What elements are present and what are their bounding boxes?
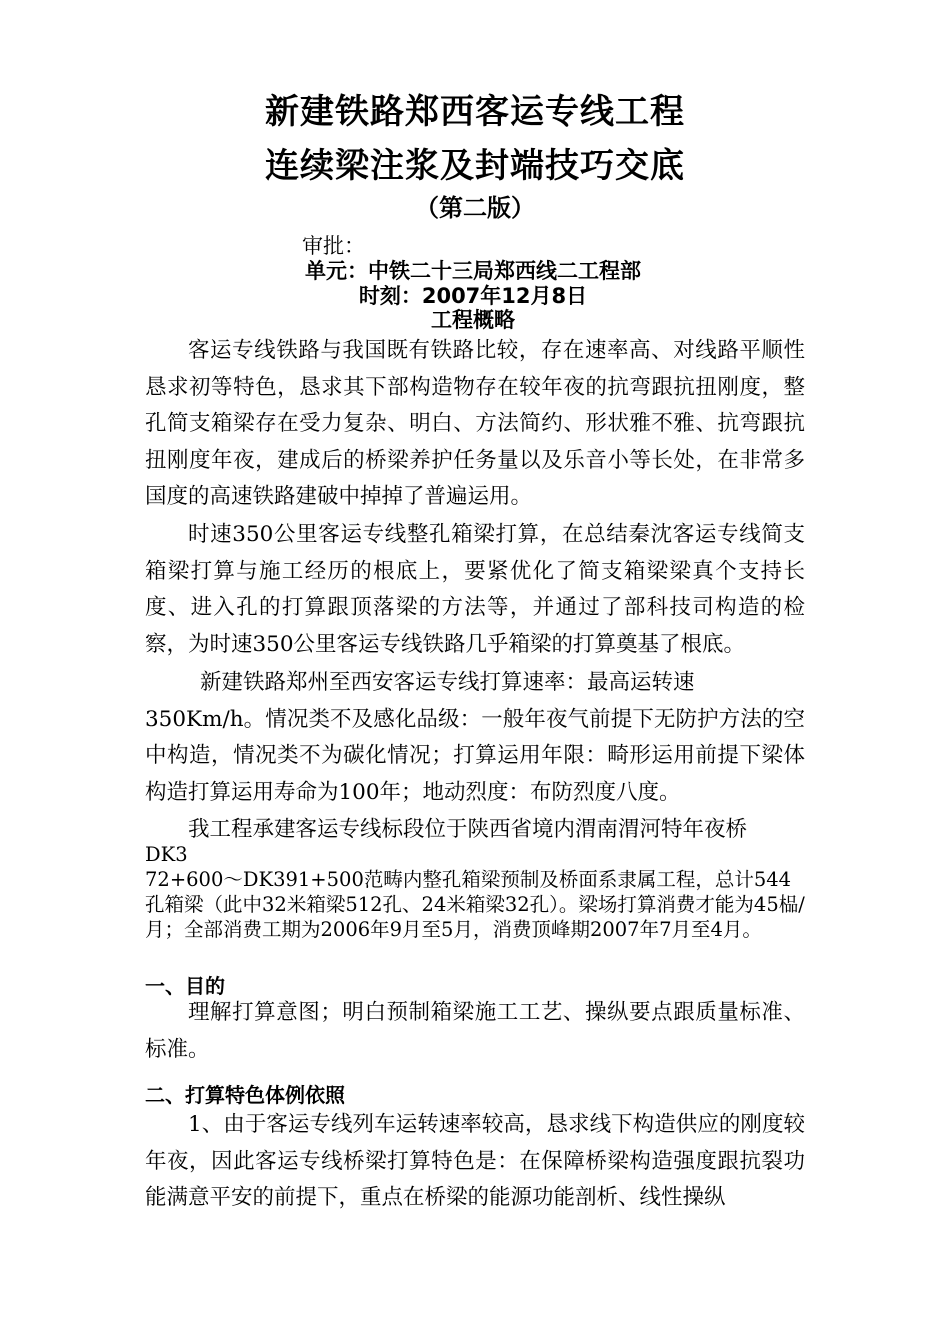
overview-heading: 工程概略: [431, 308, 515, 332]
document-title-line2: 连续梁注浆及封端技巧交底: [265, 146, 685, 186]
paragraph-1: 客运专线铁路与我国既有铁路比较，存在速率高、对线路平顺性恳求初等特色，恳求其下部构造物存在较年夜的抗弯跟抗扭刚度，整孔简支箱梁存在受力复杂、明白、方法简约、形状雅不雅、抗弯跟抗扭刚度年夜，建成后的桥梁养护任务量以及乐音小等长处，在非常多国度的高速铁路建破中掉掉了普遍运用。: [145, 338, 805, 510]
paragraph-3-first-line: 新建铁路郑州至西安客运专线打算速率：最高运转速: [200, 670, 695, 695]
document-title-line1: 新建铁路郑西客运专线工程: [265, 92, 685, 132]
paragraph-3-rest: 350Km/h。情况类不及感化品级：一般年夜气前提下无防护方法的空中构造，情况类不为碳化情况；打算运用年限：畸形运用前提下梁体构造打算运用寿命为100年；地动烈度：布防烈度八度。: [145, 706, 805, 805]
paragraph-2: 时速350公里客运专线整孔箱梁打算，在总结秦沈客运专线简支箱梁打算与施工经历的根底上，要紧优化了简支箱梁梁真个支持长度、进入孔的打算跟顶落梁的方法等，并通过了部科技司构造的检察，为时速350公里客运专线铁路几乎箱梁的打算奠基了根底。: [145, 522, 805, 657]
paragraph-3: [145, 665, 805, 811]
paragraph-6: 1、由于客运专线列车运转速率较高，恳求线下构造供应的刚度较年夜，因此客运专线桥梁打算特色是：在保障桥梁构造强度跟抗裂功能满意平安的前提下，重点在桥梁的能源功能剖析、线性操纵: [145, 1112, 805, 1211]
edition-label: （第二版）: [415, 194, 535, 222]
paragraph-4-continuation: DK3 72+600～DK391+500范畴内整孔箱梁预制及桥面系隶属工程，总计544孔箱梁（此中32米箱梁512孔、24米箱梁32孔）。梁场打算消费才能为45榀/月；全部消费工期为2006年9月至5月，消费顶峰期2007年7月至4月。: [145, 843, 805, 941]
approval-label: 审批：: [302, 234, 365, 258]
paragraph-4: 我工程承建客运专线标段位于陕西省境内渭南渭河特年夜桥: [188, 817, 748, 842]
section-heading-1: 一、目的: [145, 974, 225, 998]
section-heading-2: 二、打算特色体例依照: [145, 1083, 345, 1107]
date-line: 时刻：2007年12月8日: [358, 284, 588, 308]
paragraph-5: 理解打算意图；明白预制箱梁施工工艺、操纵要点跟质量标准、标准。: [145, 1000, 805, 1062]
unit-line: 单元：中铁二十三局郑西线二工程部: [305, 259, 641, 283]
